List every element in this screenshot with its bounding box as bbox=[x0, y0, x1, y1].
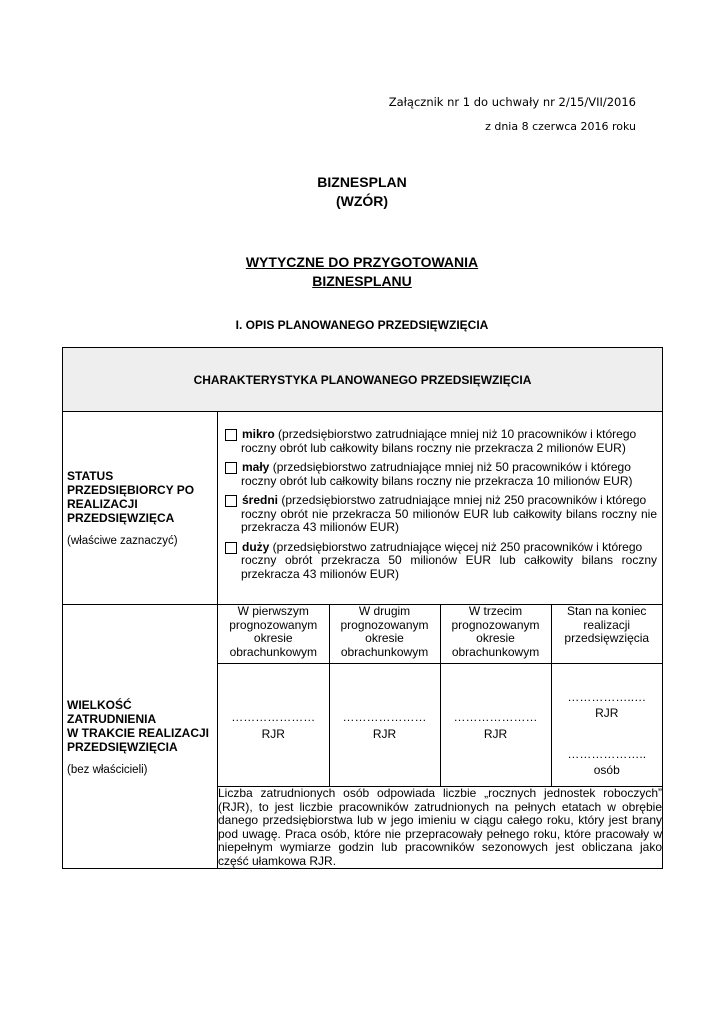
option-duzy[interactable]: duży (przedsiębiorstwo zatrudniające więcej niż 250 pracowników i którego roczny obrót przekracza 50 milionów EUR lub całkowity bilans roczny przekracza 43 milionów EUR) bbox=[225, 541, 657, 582]
column-header: W trzecim prognozowanym okresie obrachunkowym bbox=[440, 605, 551, 664]
employment-grid bbox=[218, 605, 662, 868]
annex-reference: Załącznik nr 1 do uchwały nr 2/15/VII/2016 bbox=[388, 95, 636, 109]
checkbox-mikro[interactable] bbox=[225, 429, 237, 441]
employment-grid-cell bbox=[218, 605, 663, 869]
employment-label-1: WIELKOŚĆ bbox=[67, 697, 132, 712]
guidelines-line-2: BIZNESPLANU bbox=[312, 273, 412, 289]
resolution-date: z dnia 8 czerwca 2016 roku bbox=[485, 120, 636, 133]
employment-label-2: ZATRUDNIENIA bbox=[67, 711, 157, 726]
table-header: CHARAKTERYSTYKA PLANOWANEGO PRZEDSIĘWZIĘCIA bbox=[63, 348, 663, 412]
status-label: STATUS PRZEDSIĘBIORCY PO REALIZACJI PRZEDSIĘWZIĘCA bbox=[67, 469, 195, 525]
option-sredni[interactable]: średni (przedsiębiorstwo zatrudniające mniej niż 250 pracowników i którego roczny obrót nie przekracza 50 milionów EUR lub całkowity bilans roczny nie przekracza 43 milionów EUR) bbox=[225, 494, 657, 535]
guidelines-line-1: WYTYCZNE DO PRZYGOTOWANIA bbox=[245, 254, 479, 270]
column-header: W pierwszym prognozowanym okresie obrachunkowym bbox=[218, 605, 329, 664]
employment-note: (bez właścicieli) bbox=[67, 763, 148, 776]
characteristics-table bbox=[62, 347, 663, 869]
status-options bbox=[218, 412, 663, 605]
title-line-2: (WZÓR) bbox=[335, 193, 389, 209]
rjr-field-1[interactable]: ………………… RJR bbox=[218, 664, 329, 787]
final-state-fields[interactable]: ……………..… RJR ……………….. osób bbox=[551, 664, 662, 787]
checkbox-duzy[interactable] bbox=[225, 542, 237, 554]
employment-label-3: W TRAKCIE REALIZACJI bbox=[67, 725, 209, 740]
rjr-explanation: Liczba zatrudnionych osób odpowiada liczbie „rocznych jednostek roboczych” (RJR), to jest liczbie pracowników zatrudnionych na pełnych etatach w obrębie danego przedsiębiorstwa lub w jego imieniu w ciągu całego roku, który jest brany pod uwagę. Praca osób, które nie przepracowały pełnego roku, które pracowały w niepełnym wymiarze godzin lub pracowników sezonowych jest obliczana jako część ułamkowa RJR. bbox=[218, 786, 662, 868]
section-title: I. OPIS PLANOWANEGO PRZEDSIĘWZIĘCIA bbox=[235, 318, 489, 332]
rjr-field-3[interactable]: ………………… RJR bbox=[440, 664, 551, 787]
status-label-cell bbox=[63, 412, 218, 605]
column-header: Stan na koniec realizacji przedsięwzięcia bbox=[551, 605, 662, 664]
checkbox-maly[interactable] bbox=[225, 462, 237, 474]
guidelines-title bbox=[0, 253, 724, 291]
employment-label-cell bbox=[63, 605, 218, 869]
rjr-field-2[interactable]: ………………… RJR bbox=[329, 664, 440, 787]
option-maly[interactable]: mały (przedsiębiorstwo zatrudniające mniej niż 50 pracowników i którego roczny obrót lub całkowity bilans roczny nie przekracza 10 milionów EUR) bbox=[225, 461, 657, 488]
document-title bbox=[0, 173, 724, 211]
employment-label-4: PRZEDSIĘWZIĘCIA bbox=[67, 739, 178, 754]
title-line-1: BIZNESPLAN bbox=[317, 174, 407, 190]
option-mikro[interactable]: mikro (przedsiębiorstwo zatrudniające mniej niż 10 pracowników i którego roczny obrót lub całkowity bilans roczny nie przekracza 2 milionów EUR) bbox=[225, 428, 657, 455]
checkbox-sredni[interactable] bbox=[225, 495, 237, 507]
column-header: W drugim prognozowanym okresie obrachunkowym bbox=[329, 605, 440, 664]
status-note: (właściwe zaznaczyć) bbox=[67, 535, 178, 547]
